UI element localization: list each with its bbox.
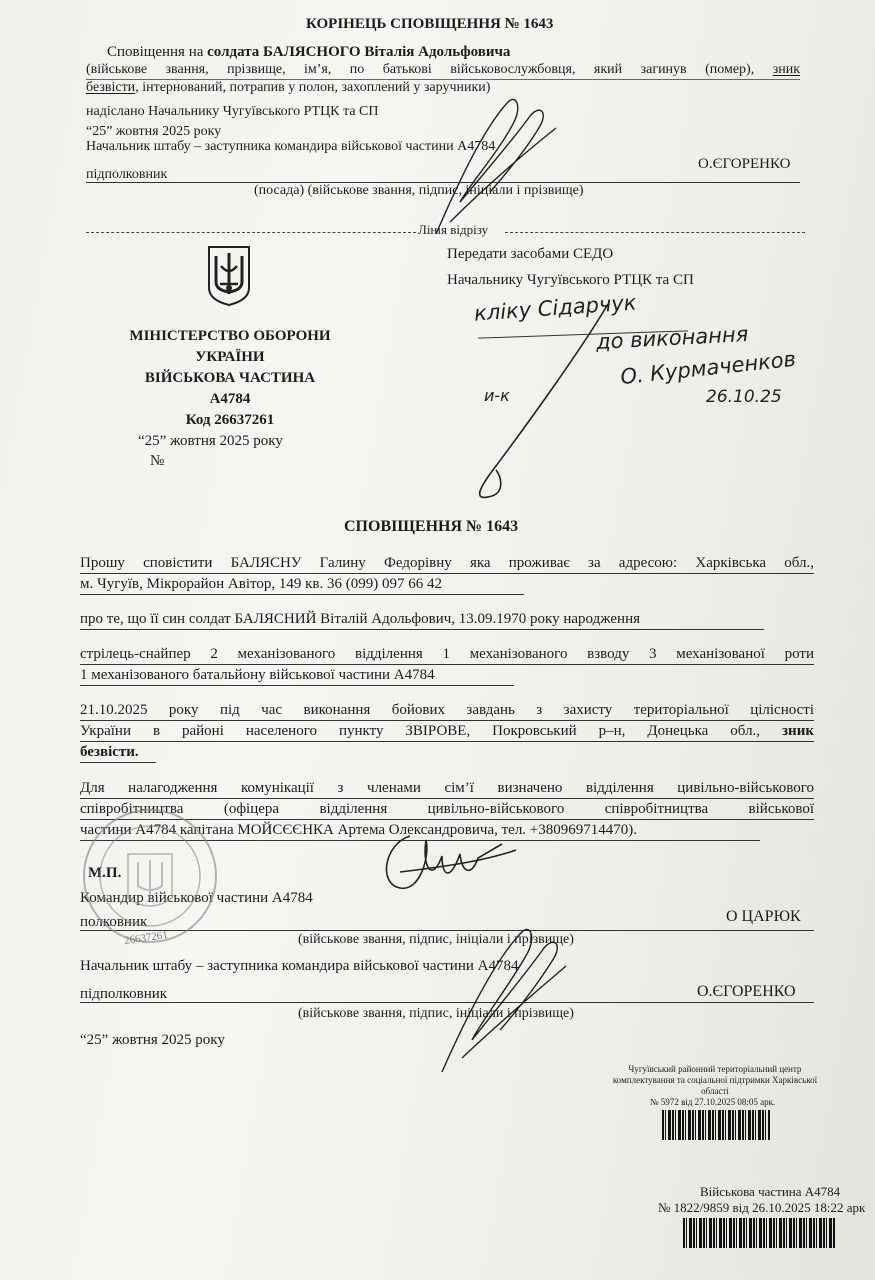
official-stamp <box>80 796 220 956</box>
notice-p1-line1: Прошу сповістити БАЛЯСНУ Галину Федорівну яка проживає за адресою: Харківська обл., <box>80 555 814 571</box>
registration2-number: № 1822/9859 від 26.10.2025 18:22 арк <box>658 1200 866 1215</box>
commander-signature-icon <box>370 826 520 898</box>
stub-date: “25” жовтня 2025 року <box>86 124 222 139</box>
notice-title: СПОВІЩЕННЯ № 1643 <box>344 518 519 535</box>
commander-rank: полковник <box>80 914 148 930</box>
chief-rank: підполковник <box>80 986 168 1002</box>
resolution-line2: до виконання <box>595 322 749 354</box>
stub-title: КОРІНЕЦЬ СПОВІЩЕННЯ № 1643 <box>306 16 554 32</box>
registration1-barcode-icon <box>662 1110 770 1140</box>
chief-name: О.ЄГОРЕНКО <box>697 983 796 1000</box>
notice-p1-line2-underline <box>80 594 524 595</box>
cut-line-left <box>86 232 416 233</box>
chief-position: Начальник штабу – заступника командира військової частини А4784 <box>80 958 519 974</box>
stamp-code: 26637261 <box>123 928 169 948</box>
stub-hint-line2: безвісти, інтернований, потрапив у полон, захоплений у заручники) <box>86 80 491 95</box>
stub-chief-hint: (посада) (військове звання, підпис, ініціали і прізвище) <box>254 183 584 198</box>
chief-signature-icon <box>438 920 568 1080</box>
notice-p1-line2: м. Чугуїв, Мікрорайон Авітор, 149 кв. 36 (099) 097 66 42 <box>80 576 442 592</box>
registration1-number: № 5972 від 27.10.2025 08:05 арк. <box>650 1097 776 1107</box>
notice-missing-word: зник <box>782 723 814 739</box>
resolution-date: 26.10.25 <box>706 387 782 407</box>
resolution-line3: О. Курмаченков <box>619 346 798 390</box>
notice-p4-line3-underline <box>80 762 156 763</box>
org-code: Код 26637261 <box>185 412 275 428</box>
notice-p5-line2: співробітництва (офіцера відділення цивільно-військового співробітництва військової <box>80 801 814 817</box>
commander-name: О ЦАРЮК <box>726 908 801 925</box>
org-line1: МІНІСТЕРСТВО ОБОРОНИ <box>129 328 331 344</box>
notice-p3-line1: стрілець-снайпер 2 механізованого відділення 1 механізованого взводу 3 механізованої роти <box>80 646 814 662</box>
stub-chief-rank: підполковник <box>86 167 168 182</box>
notice-p3-line1-underline <box>80 664 814 665</box>
stub-notice-prefix: Сповіщення на <box>107 44 204 60</box>
notice-missing-word2: безвісти. <box>80 744 139 760</box>
seal-place-label: М.П. <box>88 865 122 881</box>
notice-p3-line2-underline <box>80 685 514 686</box>
resolution-mark: и-к <box>484 386 510 405</box>
notice-p2: про те, що її син солдат БАЛЯСНИЙ Віталій Адольфович, 13.09.1970 року народження <box>80 611 641 627</box>
org-number: № <box>150 453 165 469</box>
stub-chief-name: О.ЄГОРЕНКО <box>698 156 791 172</box>
stub-notice-name: солдата БАЛЯСНОГО Віталія Адольфовича <box>207 44 511 60</box>
stub-hint-line1: (військове звання, прізвище, ім’я, по батькові військовослужбовця, який загинув (помер), зник <box>86 62 801 77</box>
chief-hint: (військове звання, підпис, ініціали і прізвище) <box>298 1006 574 1021</box>
registration1-line1: Чугуївський районний територіальний центр <box>628 1064 802 1074</box>
forward-line1: Передати засобами СЕДО <box>447 246 614 262</box>
notice-p5-line3: частини А4784 капітана МОЙСЄЄНКА Артема Олександровича, тел. +380969714470). <box>80 822 638 838</box>
registration2-line1: Військова частина А4784 <box>700 1184 841 1199</box>
org-line4: А4784 <box>209 391 251 407</box>
org-date: “25” жовтня 2025 року <box>138 433 283 449</box>
notice-p2-underline <box>80 629 764 630</box>
forward-line2: Начальнику Чугуївського РТЦК та СП <box>447 272 694 288</box>
resolution-signature-stroke-icon <box>462 298 612 508</box>
commander-hint: (військове звання, підпис, ініціали і прізвище) <box>298 932 574 947</box>
signatures-date: “25” жовтня 2025 року <box>80 1032 225 1048</box>
notice-p4-line2: України в районі населеного пункту ЗВІРОВЕ, Покровський р–н, Донецька обл., зник <box>80 723 814 739</box>
notice-p4-line1-underline <box>80 720 814 721</box>
resolution-line1: кліку Сідарчук <box>473 290 638 326</box>
registration1-line2: комплектування та соціальної підтримки Харківської <box>612 1075 818 1085</box>
stub-sent-to: надіслано Начальнику Чугуївського РТЦК та СП <box>86 104 379 119</box>
trident-emblem-icon <box>206 244 252 308</box>
stub-signature-icon <box>430 92 560 242</box>
stub-chief-position: Начальник штабу – заступника командира військової частини А4784 <box>86 139 496 154</box>
registration2-barcode-icon <box>683 1218 835 1248</box>
cut-line-label: Лінія відрізу <box>418 222 489 237</box>
org-line2: УКРАЇНИ <box>195 349 265 365</box>
notice-p4-line1: 21.10.2025 року під час виконання бойових завдань з захисту територіальної цілісності <box>80 702 814 718</box>
commander-position: Командир військової частини А4784 <box>80 890 313 906</box>
notice-p4-line2-underline <box>80 741 814 742</box>
notice-p5-line1: Для налагодження комунікації з членами сім’ї визначено відділення цивільно-військового <box>80 780 814 796</box>
stub-hint-missing: зник <box>772 62 801 77</box>
notice-p1-line1-underline <box>80 573 814 574</box>
notice-p3-line2: 1 механізованого батальйону військової частини А4784 <box>80 667 435 683</box>
registration1-line3: області <box>701 1086 729 1096</box>
org-line3: ВІЙСЬКОВА ЧАСТИНА <box>144 370 316 386</box>
stub-notice-line <box>107 44 510 61</box>
